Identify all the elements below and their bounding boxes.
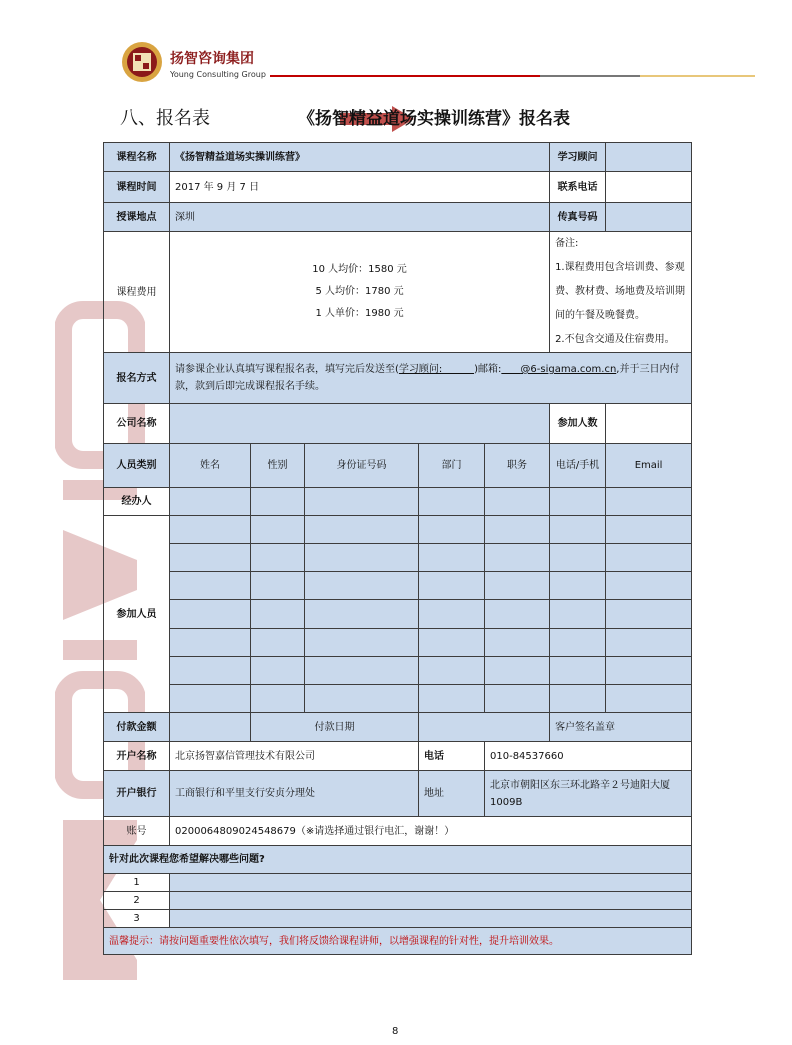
row-location bbox=[104, 203, 692, 232]
table-cell[interactable] bbox=[606, 516, 692, 544]
tip-row bbox=[104, 928, 692, 955]
handler-row bbox=[104, 488, 692, 516]
table-cell[interactable] bbox=[550, 544, 606, 572]
form-title: 《扬智精益道场实操训练营》报名表 bbox=[298, 109, 570, 129]
table-cell[interactable] bbox=[606, 572, 692, 600]
row-course-name bbox=[104, 143, 692, 172]
signup-text bbox=[170, 353, 692, 404]
signup-email-blank bbox=[501, 364, 520, 375]
col-type: 人员类别 bbox=[104, 444, 170, 488]
table-cell[interactable] bbox=[606, 657, 692, 685]
table-cell[interactable] bbox=[606, 685, 692, 713]
table-cell[interactable] bbox=[251, 572, 305, 600]
row-fee bbox=[104, 232, 692, 353]
table-cell[interactable] bbox=[419, 488, 485, 516]
participant-row bbox=[104, 572, 692, 600]
fee-notes bbox=[550, 232, 692, 353]
table-cell[interactable] bbox=[419, 600, 485, 629]
table-cell[interactable] bbox=[251, 685, 305, 713]
signup-text-b: )邮箱: bbox=[474, 364, 502, 375]
company-field[interactable] bbox=[170, 404, 550, 444]
table-cell[interactable] bbox=[170, 629, 251, 657]
table-cell[interactable] bbox=[485, 572, 550, 600]
account-row bbox=[104, 817, 692, 846]
advisor-field[interactable] bbox=[606, 143, 692, 172]
table-cell[interactable] bbox=[170, 600, 251, 629]
payment-row bbox=[104, 713, 692, 742]
col-gender: 性别 bbox=[251, 444, 305, 488]
fee-line: 1 人单价：1980 元 bbox=[315, 308, 404, 319]
table-cell[interactable] bbox=[419, 629, 485, 657]
participant-row bbox=[104, 516, 692, 544]
table-cell[interactable] bbox=[251, 600, 305, 629]
fax-label: 传真号码 bbox=[550, 203, 606, 232]
participant-row bbox=[104, 685, 692, 713]
question-field[interactable] bbox=[170, 910, 692, 928]
payment-amount-label: 付款金额 bbox=[104, 713, 170, 742]
fee-label: 课程费用 bbox=[104, 232, 170, 353]
table-cell[interactable] bbox=[485, 685, 550, 713]
tel-value: 010-84537660 bbox=[485, 742, 692, 771]
note-line: 2.不包含交通及住宿费用。 bbox=[555, 334, 675, 345]
table-cell[interactable] bbox=[550, 516, 606, 544]
address-label: 地址 bbox=[419, 771, 485, 817]
company-label: 公司名称 bbox=[104, 404, 170, 444]
question-number: 1 bbox=[104, 874, 170, 892]
table-cell[interactable] bbox=[485, 600, 550, 629]
table-cell[interactable] bbox=[606, 629, 692, 657]
table-cell[interactable] bbox=[170, 657, 251, 685]
course-name-label: 课程名称 bbox=[104, 143, 170, 172]
payment-date-field[interactable] bbox=[419, 713, 550, 742]
signup-email[interactable]: @6-sigama.com.cn bbox=[520, 364, 617, 375]
table-cell[interactable] bbox=[419, 685, 485, 713]
table-cell[interactable] bbox=[251, 544, 305, 572]
participants-label: 参加人员 bbox=[104, 516, 170, 713]
account-label: 账号 bbox=[104, 817, 170, 846]
table-cell[interactable] bbox=[485, 488, 550, 516]
row-company bbox=[104, 404, 692, 444]
tip-text: 温馨提示：请按问题重要性依次填写，我们将反馈给课程讲师，以增强课程的针对性，提升培训效果。 bbox=[104, 928, 692, 955]
table-cell[interactable] bbox=[419, 516, 485, 544]
table-cell[interactable] bbox=[550, 685, 606, 713]
people-header-row bbox=[104, 444, 692, 488]
table-cell[interactable] bbox=[419, 657, 485, 685]
attendee-count-label: 参加人数 bbox=[550, 404, 606, 444]
brand-name-cn: 扬智咨询集团 bbox=[170, 51, 254, 67]
address-value: 北京市朝阳区东三环北路辛２号迪阳大厦 1009B bbox=[485, 771, 692, 817]
table-cell[interactable] bbox=[251, 516, 305, 544]
course-time-label: 课程时间 bbox=[104, 172, 170, 203]
bank-name-row bbox=[104, 742, 692, 771]
bank-row bbox=[104, 771, 692, 817]
question-field[interactable] bbox=[170, 874, 692, 892]
table-cell[interactable] bbox=[606, 488, 692, 516]
row-signup-method bbox=[104, 353, 692, 404]
table-cell[interactable] bbox=[419, 544, 485, 572]
table-cell[interactable] bbox=[251, 488, 305, 516]
participant-row bbox=[104, 544, 692, 572]
table-cell[interactable] bbox=[251, 629, 305, 657]
question-number: 2 bbox=[104, 892, 170, 910]
header-rule-gray bbox=[540, 75, 640, 77]
signup-label: 报名方式 bbox=[104, 353, 170, 404]
table-cell[interactable] bbox=[305, 544, 419, 572]
handler-label: 经办人 bbox=[104, 488, 170, 516]
table-cell[interactable] bbox=[606, 600, 692, 629]
col-email: Email bbox=[606, 444, 692, 488]
table-cell[interactable] bbox=[485, 544, 550, 572]
table-cell[interactable] bbox=[170, 516, 251, 544]
advisor-label: 学习顾问 bbox=[550, 143, 606, 172]
table-cell[interactable] bbox=[485, 629, 550, 657]
table-cell[interactable] bbox=[251, 657, 305, 685]
col-id: 身份证号码 bbox=[305, 444, 419, 488]
phone-label: 联系电话 bbox=[550, 172, 606, 203]
signup-text-a: 请参课企业认真填写课程报名表，填写完后发送至( bbox=[175, 364, 399, 375]
table-cell[interactable] bbox=[550, 629, 606, 657]
table-cell[interactable] bbox=[305, 657, 419, 685]
table-cell[interactable] bbox=[550, 600, 606, 629]
participant-row bbox=[104, 600, 692, 629]
header-rule-gold bbox=[640, 75, 755, 77]
account-value: 0200064809024548679（※请选择通过银行电汇，谢谢！） bbox=[170, 817, 692, 846]
col-position: 职务 bbox=[485, 444, 550, 488]
table-cell[interactable] bbox=[550, 488, 606, 516]
signup-advisor-blank: 学习顾问: bbox=[398, 364, 475, 375]
table-cell[interactable] bbox=[550, 657, 606, 685]
attendee-count-field[interactable] bbox=[606, 404, 692, 444]
participant-row bbox=[104, 657, 692, 685]
col-phone: 电话/手机 bbox=[550, 444, 606, 488]
location-value: 深圳 bbox=[170, 203, 550, 232]
row-course-time bbox=[104, 172, 692, 203]
registration-form bbox=[103, 142, 692, 955]
table-cell[interactable] bbox=[305, 488, 419, 516]
question-row bbox=[104, 874, 692, 892]
table-cell[interactable] bbox=[170, 685, 251, 713]
account-name-label: 开户名称 bbox=[104, 742, 170, 771]
fax-field[interactable] bbox=[606, 203, 692, 232]
participant-row bbox=[104, 629, 692, 657]
page-number: 8 bbox=[392, 1026, 399, 1037]
company-logo bbox=[120, 40, 164, 84]
table-cell[interactable] bbox=[305, 516, 419, 544]
payment-date-label: 付款日期 bbox=[251, 713, 419, 742]
table-cell[interactable] bbox=[305, 629, 419, 657]
col-dept: 部门 bbox=[419, 444, 485, 488]
section-title: 八、报名表 bbox=[120, 108, 210, 129]
table-cell[interactable] bbox=[485, 516, 550, 544]
col-name: 姓名 bbox=[170, 444, 251, 488]
signup-text-c: ,并于三日内付款，款到后即完成课程报名手续。 bbox=[175, 364, 680, 392]
payment-amount-field[interactable] bbox=[170, 713, 251, 742]
brand-name-en: Young Consulting Group bbox=[170, 70, 266, 79]
location-label: 授课地点 bbox=[104, 203, 170, 232]
customer-sign-label: 客户签名盖章 bbox=[550, 713, 692, 742]
table-cell[interactable] bbox=[419, 572, 485, 600]
bank-label: 开户银行 bbox=[104, 771, 170, 817]
table-cell[interactable] bbox=[170, 488, 251, 516]
question-row bbox=[104, 910, 692, 928]
questions-title: 针对此次课程您希望解决哪些问题? bbox=[104, 846, 692, 874]
fee-line: 10 人均价：1580 元 bbox=[312, 264, 407, 275]
page-header bbox=[120, 38, 760, 88]
table-cell[interactable] bbox=[550, 572, 606, 600]
course-name-value: 《扬智精益道场实操训练营》 bbox=[170, 143, 550, 172]
table-cell[interactable] bbox=[606, 544, 692, 572]
note-line: 1.课程费用包含培训费、参观费、教材费、场地费及培训期间的午餐及晚餐费。 bbox=[555, 262, 686, 321]
question-row bbox=[104, 892, 692, 910]
fee-values bbox=[170, 232, 550, 353]
questions-title-row bbox=[104, 846, 692, 874]
table-cell[interactable] bbox=[305, 572, 419, 600]
table-cell[interactable] bbox=[305, 685, 419, 713]
table-cell[interactable] bbox=[170, 572, 251, 600]
notes-title: 备注: bbox=[555, 238, 579, 249]
phone-field[interactable] bbox=[606, 172, 692, 203]
header-rule-red bbox=[270, 75, 540, 77]
question-number: 3 bbox=[104, 910, 170, 928]
fee-line: 5 人均价：1780 元 bbox=[315, 286, 404, 297]
bank-value: 工商银行和平里支行安贞分理处 bbox=[170, 771, 419, 817]
account-name-value: 北京扬智嘉信管理技术有限公司 bbox=[170, 742, 419, 771]
table-cell[interactable] bbox=[485, 657, 550, 685]
question-field[interactable] bbox=[170, 892, 692, 910]
table-cell[interactable] bbox=[305, 600, 419, 629]
course-time-value: 2017 年 9 月 7 日 bbox=[170, 172, 550, 203]
tel-label: 电话 bbox=[419, 742, 485, 771]
table-cell[interactable] bbox=[170, 544, 251, 572]
